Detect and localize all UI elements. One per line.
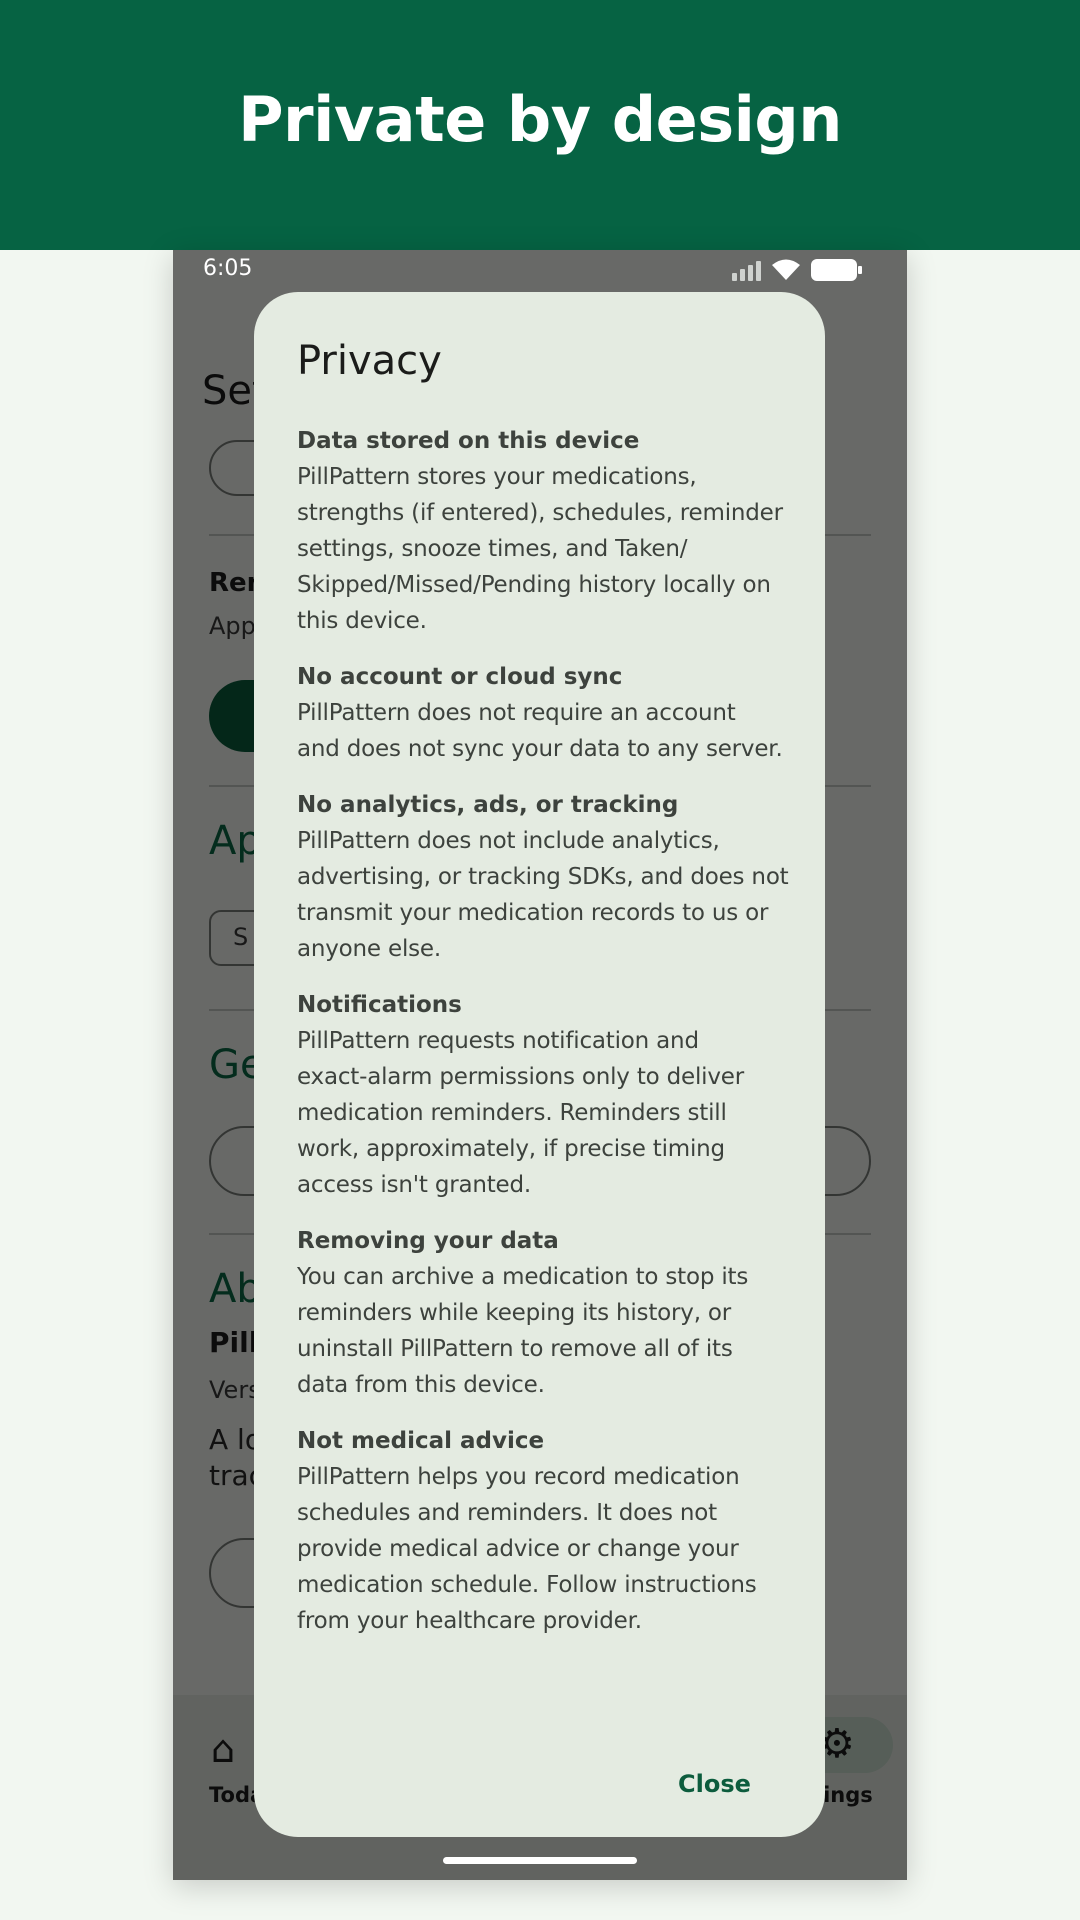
wifi-icon — [771, 258, 801, 282]
phone-screen — [173, 250, 907, 1880]
signal-icon — [732, 259, 761, 281]
section-removing-data — [297, 1223, 797, 1403]
status-icons — [732, 258, 857, 282]
dialog-title: Privacy — [297, 338, 442, 384]
section-no-account — [297, 659, 797, 767]
section-line: Skipped/Missed/Pending history locally on — [297, 572, 771, 598]
section-no-analytics — [297, 787, 797, 967]
section-line: reminders while keeping its history, or — [297, 1300, 732, 1326]
section-line: advertising, or tracking SDKs, and does not — [297, 864, 789, 890]
battery-icon — [811, 259, 857, 281]
section-heading: No account or cloud sync — [297, 664, 623, 690]
banner-title: Private by design — [238, 82, 842, 156]
section-line: PillPattern does not include analytics, — [297, 828, 720, 854]
section-line: schedules and reminders. It does not — [297, 1500, 717, 1526]
section-line: from your healthcare provider. — [297, 1608, 642, 1634]
section-line: this device. — [297, 608, 427, 634]
promo-banner — [0, 0, 1080, 250]
section-notifications — [297, 987, 797, 1203]
close-button[interactable]: Close — [678, 1770, 751, 1798]
section-line: PillPattern helps you record medication — [297, 1464, 740, 1490]
section-line: PillPattern does not require an account — [297, 700, 736, 726]
section-line: strengths (if entered), schedules, reminder — [297, 500, 783, 526]
section-heading: No analytics, ads, or tracking — [297, 792, 679, 818]
section-device-data — [297, 423, 797, 639]
section-line: settings, snooze times, and Taken/ — [297, 536, 688, 562]
section-line: PillPattern stores your medications, — [297, 464, 697, 490]
privacy-dialog — [254, 292, 825, 1837]
section-line: data from this device. — [297, 1372, 545, 1398]
section-heading: Not medical advice — [297, 1428, 545, 1454]
section-line: and does not sync your data to any server. — [297, 736, 783, 762]
status-bar — [173, 250, 907, 290]
section-line: PillPattern requests notification and — [297, 1028, 699, 1054]
section-line: medication schedule. Follow instructions — [297, 1572, 757, 1598]
section-heading: Notifications — [297, 992, 462, 1018]
section-line: provide medical advice or change your — [297, 1536, 739, 1562]
section-line: anyone else. — [297, 936, 441, 962]
dialog-body — [297, 423, 797, 1659]
section-heading: Data stored on this device — [297, 428, 640, 454]
section-line: work, approximately, if precise timing — [297, 1136, 725, 1162]
status-time: 6:05 — [203, 256, 253, 281]
section-line: medication reminders. Reminders still — [297, 1100, 727, 1126]
section-line: access isn't granted. — [297, 1172, 532, 1198]
home-indicator[interactable] — [443, 1857, 637, 1864]
section-not-medical-advice — [297, 1423, 797, 1639]
section-line: uninstall PillPattern to remove all of its — [297, 1336, 733, 1362]
section-heading: Removing your data — [297, 1228, 559, 1254]
section-line: exact-alarm permissions only to deliver — [297, 1064, 744, 1090]
section-line: transmit your medication records to us or — [297, 900, 769, 926]
section-line: You can archive a medication to stop its — [297, 1264, 749, 1290]
